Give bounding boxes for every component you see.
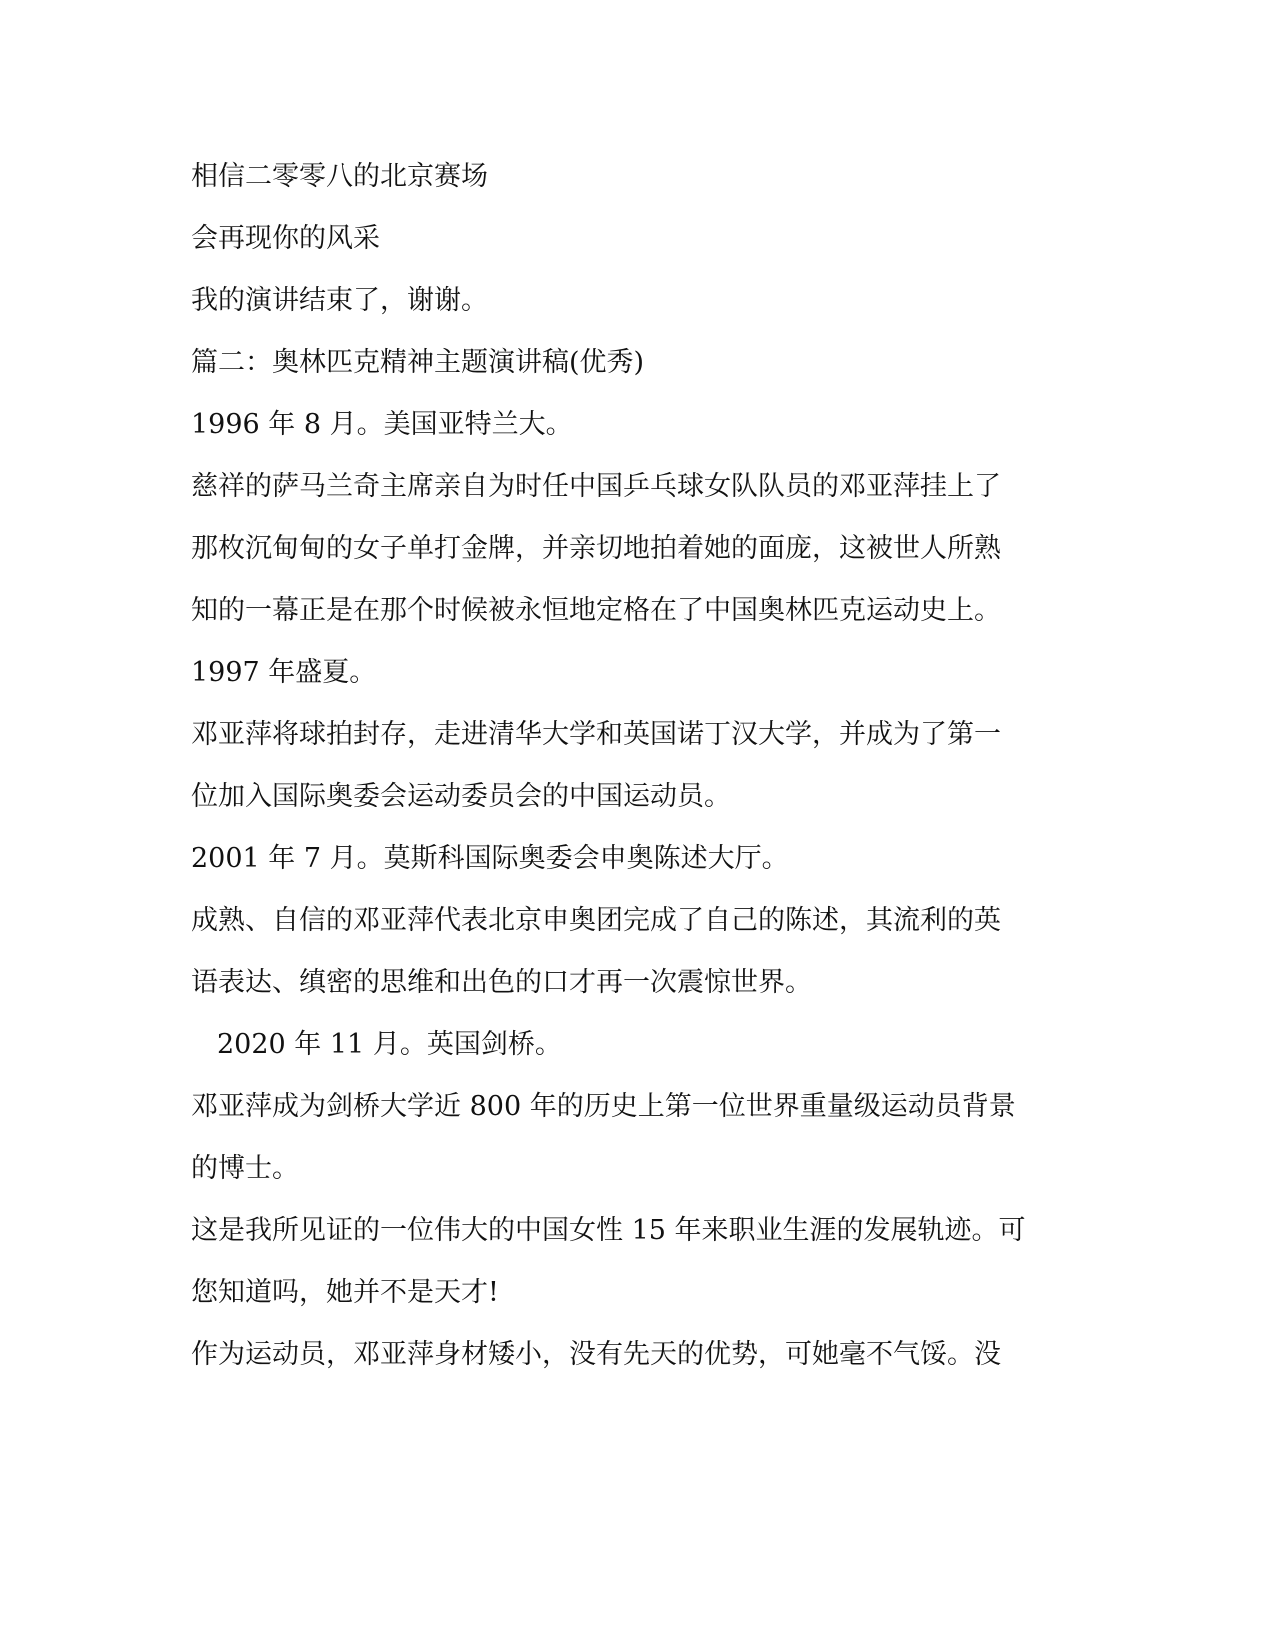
text-line: 1996 年 8 月。美国亚特兰大。 xyxy=(191,409,573,440)
text-line: 这是我所见证的一位伟大的中国女性 15 年来职业生涯的发展轨迹。可 xyxy=(191,1215,1026,1246)
text-line: 邓亚萍成为剑桥大学近 800 年的历史上第一位世界重量级运动员背景 xyxy=(191,1091,1016,1122)
text-line: 那枚沉甸甸的女子单打金牌，并亲切地拍着她的面庞，这被世人所熟 xyxy=(191,533,1001,564)
text-line: 2020 年 11 月。英国剑桥。 xyxy=(217,1029,562,1060)
text-line: 邓亚萍将球拍封存，走进清华大学和英国诺丁汉大学，并成为了第一 xyxy=(191,719,1001,750)
text-line: 您知道吗，她并不是天才! xyxy=(191,1277,499,1308)
text-line: 1997 年盛夏。 xyxy=(191,657,377,688)
text-line: 2001 年 7 月。莫斯科国际奥委会申奥陈述大厅。 xyxy=(191,843,789,874)
text-line: 会再现你的风采 xyxy=(191,223,380,254)
text-line: 的博士。 xyxy=(191,1153,299,1184)
text-line: 作为运动员，邓亚萍身材矮小，没有先天的优势，可她毫不气馁。没 xyxy=(191,1339,1001,1370)
text-line: 位加入国际奥委会运动委员会的中国运动员。 xyxy=(191,781,731,812)
text-line: 语表达、缜密的思维和出色的口才再一次震惊世界。 xyxy=(191,967,812,998)
text-line: 慈祥的萨马兰奇主席亲自为时任中国乒乓球女队队员的邓亚萍挂上了 xyxy=(191,471,1001,502)
text-line: 知的一幕正是在那个时候被永恒地定格在了中国奥林匹克运动史上。 xyxy=(191,595,1001,626)
text-line: 我的演讲结束了，谢谢。 xyxy=(191,285,488,316)
text-line: 相信二零零八的北京赛场 xyxy=(191,161,488,192)
text-line: 成熟、自信的邓亚萍代表北京申奥团完成了自己的陈述，其流利的英 xyxy=(191,905,1001,936)
section-heading: 篇二：奥林匹克精神主题演讲稿(优秀) xyxy=(191,347,645,378)
